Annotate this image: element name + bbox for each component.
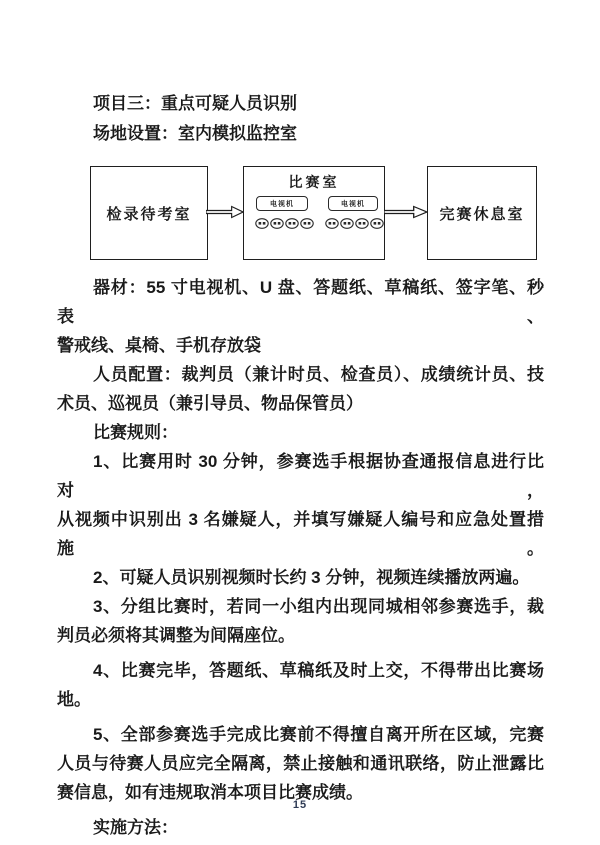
page-number: 15 xyxy=(292,799,308,811)
heading-block xyxy=(57,89,544,149)
tv-label: 电视机 xyxy=(270,200,294,208)
seat-icon xyxy=(255,218,269,229)
seat-icon xyxy=(285,218,299,229)
body-line-rule5-3: 赛信息，如有违规取消本项目比赛成绩。 xyxy=(57,783,363,802)
tv-box xyxy=(328,196,378,211)
body-line-rule5-1: 5、全部参赛选手完成比赛前不得擅自离开所在区域，完赛 xyxy=(93,725,544,744)
arrow-right-icon xyxy=(384,205,428,219)
seat-icon xyxy=(370,218,384,229)
room-label-rest: 完赛休息室 xyxy=(439,205,525,223)
seat-icon xyxy=(270,218,284,229)
body-line-rule1-2: 从视频中识别出 3 名嫌疑人，并填写嫌疑人编号和应急处置措施。 xyxy=(57,510,544,558)
body-line-rule2: 2、可疑人员识别视频时长约 3 分钟，视频连续播放两遍。 xyxy=(93,568,530,587)
room-label-checkin: 检录待考室 xyxy=(106,205,192,223)
body-line-rule4-2: 地。 xyxy=(57,690,91,709)
room-box-competition xyxy=(243,166,385,260)
body-line-staffing-1: 人员配置：裁判员（兼计时员、检查员）、成绩统计员、技 xyxy=(93,365,544,384)
seat-icon xyxy=(340,218,354,229)
body-line-rule3-2: 判员必须将其调整为间隔座位。 xyxy=(57,626,295,645)
body-line-method-header: 实施方法： xyxy=(93,818,178,837)
tv-label: 电视机 xyxy=(341,200,365,208)
venue-setup-line: 场地设置：室内模拟监控室 xyxy=(93,124,297,143)
body-line-rules-header: 比赛规则： xyxy=(93,423,178,442)
body-line-staffing-2: 术员、巡视员（兼引导员、物品保管员） xyxy=(57,394,363,413)
project-title: 项目三：重点可疑人员识别 xyxy=(93,94,297,113)
arrow-right-icon xyxy=(206,205,244,219)
body-line-rule1-1: 1、比赛用时 30 分钟，参赛选手根据协查通报信息进行比对， xyxy=(57,452,544,500)
seat-group-right xyxy=(325,218,384,229)
tv-box xyxy=(256,196,308,211)
body-line-rule3-1: 3、分组比赛时，若同一小组内出现同城相邻参赛选手，裁 xyxy=(93,597,544,616)
body-line-rule5-2: 人员与待赛人员应完全隔离，禁止接触和通讯联络，防止泄露比 xyxy=(57,754,544,773)
body-line-equipment-2: 警戒线、桌椅、手机存放袋 xyxy=(57,336,261,355)
body-line-rule4-1: 4、比赛完毕，答题纸、草稿纸及时上交，不得带出比赛场 xyxy=(93,661,544,680)
seat-icon xyxy=(300,218,314,229)
room-label-competition: 比赛室 xyxy=(288,174,340,190)
seat-group-left xyxy=(255,218,314,229)
body-text-block xyxy=(57,273,544,842)
seat-icon xyxy=(355,218,369,229)
room-flow-diagram xyxy=(0,166,600,262)
room-box-rest xyxy=(427,166,537,260)
body-line-equipment-1: 器材：55 寸电视机、U 盘、答题纸、草稿纸、签字笔、秒表、 xyxy=(57,278,544,326)
seat-icon xyxy=(325,218,339,229)
room-box-checkin-waiting xyxy=(90,166,208,260)
